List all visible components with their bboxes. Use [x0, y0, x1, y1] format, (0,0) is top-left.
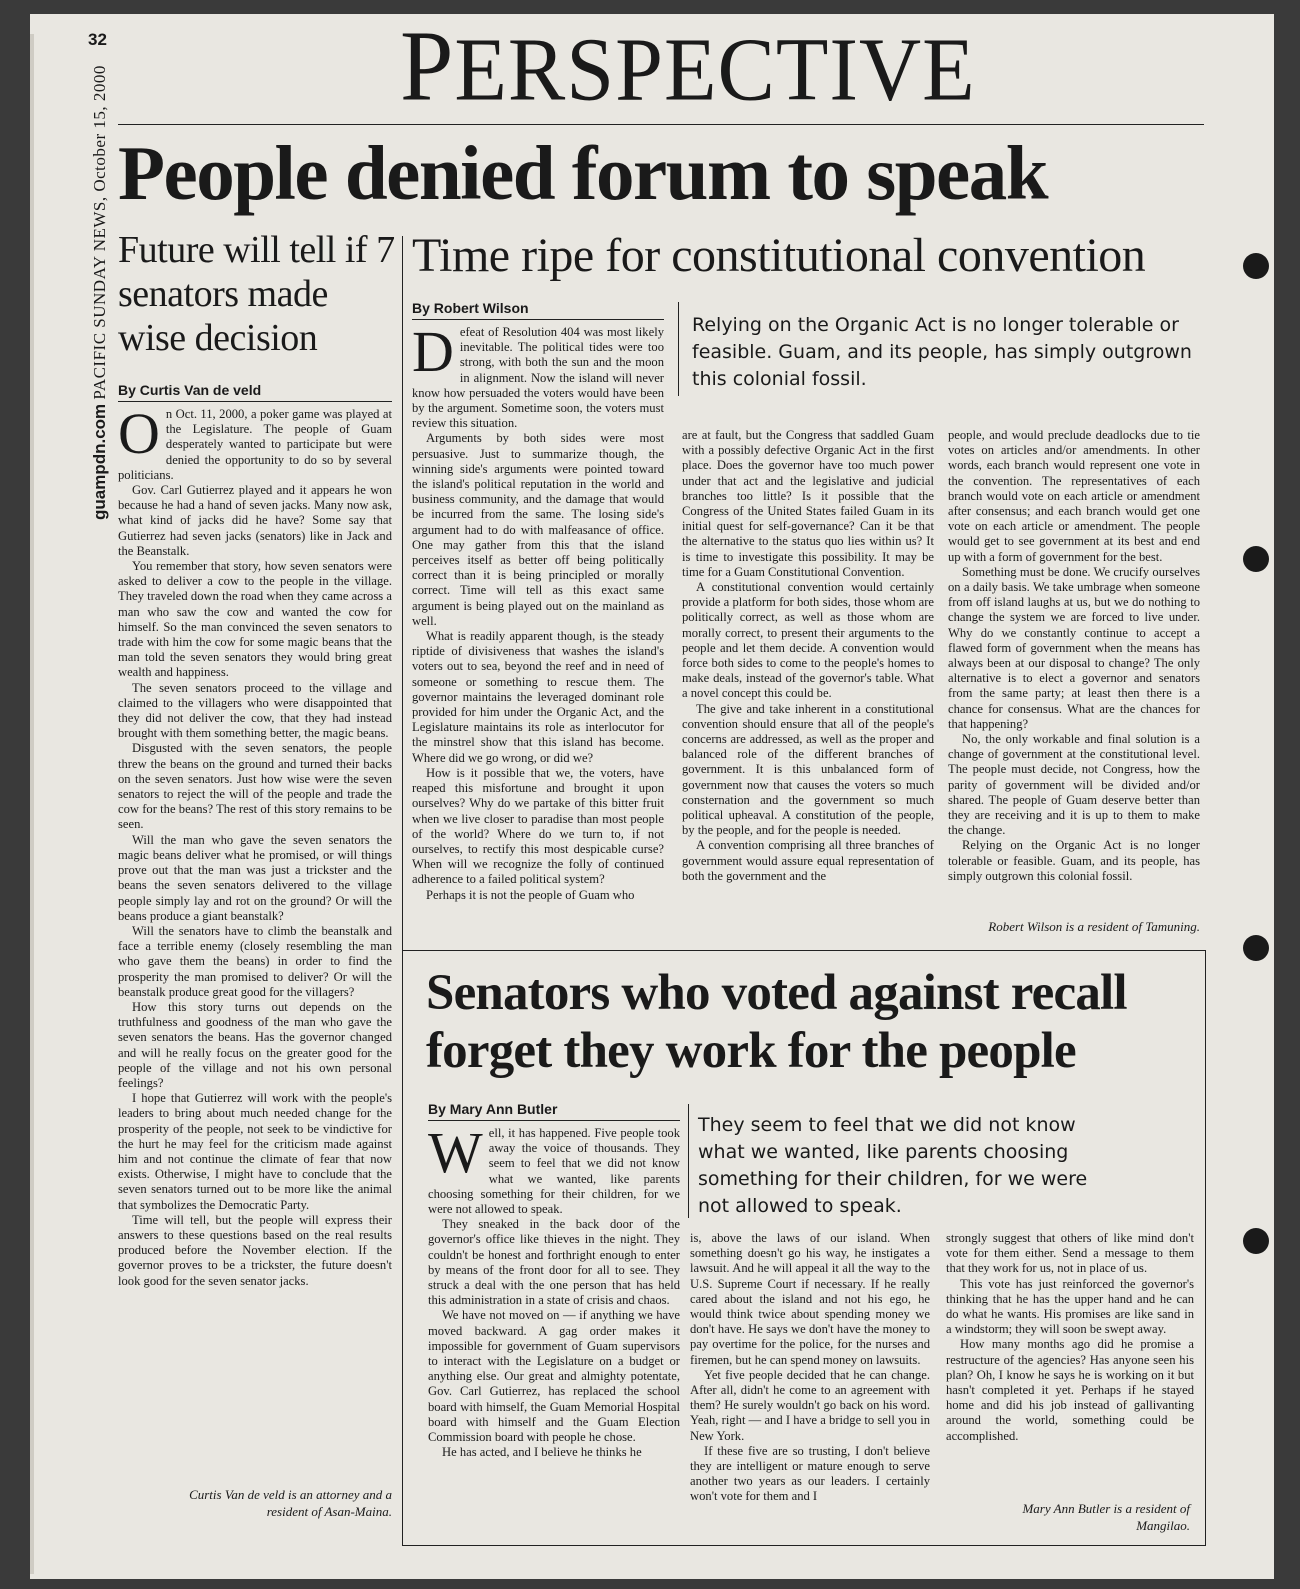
- pullquote-rule: [688, 1104, 689, 1218]
- left-byline: By Curtis Van de veld: [118, 382, 262, 398]
- wilson-headline: Time ripe for constitutional convention: [412, 229, 1146, 282]
- paragraph: Gov. Carl Gutierrez played and it appears he won because he had a hand of seven jacks. Many now ask, what kind of jacks did he have? Some say that Gutierrez had seven jacks (senators) like in Jack and the Beanstalk.: [118, 483, 392, 558]
- butler-column-3: [946, 1231, 1194, 1493]
- left-article-body: [118, 407, 392, 1479]
- wilson-column-1: [412, 325, 664, 935]
- side-strip: [90, 60, 110, 520]
- paragraph: are at fault, but the Congress that saddled Guam with a possibly defective Organic Act in the first place. Does the governor have too much power under that act and the legislative and judicial branches too little? Is it possible that the Congress of the United States failed Guam in its initial quest for self-governance? Can it be that the alternative to the status quo lies within us? It is time to investigate this possibility. It may be time for a Guam Constitutional Convention.: [682, 428, 934, 579]
- paragraph: n Oct. 11, 2000, a poker game was played at the Legislature. The people of Guam desperately wanted to participate but were denied the opportunity to do so by several politicians.: [118, 407, 392, 482]
- header-rule: [118, 124, 1204, 125]
- paragraph: Relying on the Organic Act is no longer tolerable or feasible. Guam, and its people, has simply outgrown this colonial fossil.: [948, 838, 1200, 883]
- paragraph: strongly suggest that others of like mind don't vote for them either. Send a message to them that they work for us, not in place of us.: [946, 1231, 1194, 1276]
- page-number: 32: [88, 30, 107, 49]
- main-headline: People denied forum to speak: [118, 130, 1048, 216]
- paragraph: Something must be done. We crucify ourselves on a daily basis. We take umbrage when someone from off island laughs at us, but we do nothing to change the system we are forced to live under. Why do we constantly continue to accept a flawed form of government when the means has always been at our disposal to change? The only alternative is to elect a governor and senators from the same party; at least then there is a chance for consensus. What are the chances for that happening?: [948, 564, 1200, 731]
- butler-byline: By Mary Ann Butler: [428, 1101, 558, 1117]
- paragraph: How this story turns out depends on the truthfulness and goodness of the man who gave the seven senators the beans. Has the governor changed and will he really focus on the greater good for the people of the village and not his own personal feelings?: [118, 999, 392, 1090]
- butler-column-1: [428, 1126, 680, 1528]
- section-title: PERSPECTIVE: [400, 9, 976, 122]
- wilson-byline: By Robert Wilson: [412, 300, 529, 316]
- paragraph: Will the senators have to climb the beanstalk and face a terrible enemy (closely resembling the man who gave them the beans) in order to find the prosperity the man promised to deliver? Or will the beanstalk produce great good for the villagers?: [118, 923, 392, 999]
- butler-headline: Senators who voted against recall forget they work for the people: [426, 965, 1127, 1079]
- paragraph: They sneaked in the back door of the governor's office like thieves in the night. They couldn't be honest and forthright enough to enter by means of the front door for all to see. They struck a deal with the one person that has held this administration in a state of crisis and chaos.: [428, 1217, 680, 1308]
- paragraph: Time will tell, but the people will express their answers to these questions based on the real results produced before the November election. If the governor proves to be a trickster, the future doesn't look good for the seven senator jacks.: [118, 1212, 392, 1288]
- paragraph: If these five are so trusting, I don't believe they are intelligent or mature enough to serve another two years as our leaders. I certainly won't vote for them and I: [690, 1443, 930, 1504]
- wilson-author-credit: Robert Wilson is a resident of Tamuning.: [988, 919, 1200, 934]
- butler-pullquote: They seem to feel that we did not know what we wanted, like parents choosing something for their children, for we were not allowed to speak.: [698, 1114, 1088, 1217]
- binder-hole: [1243, 253, 1269, 279]
- page-edge: [30, 34, 34, 1574]
- wilson-column-3: [948, 428, 1200, 908]
- butler-author-credit: Mary Ann Butler is a resident of Mangilao.: [1022, 1501, 1190, 1533]
- binder-hole: [1243, 935, 1269, 961]
- paragraph: A constitutional convention would certainly provide a platform for both sides, those whom are politically correct, as well as those whom are morally correct, to present their arguments to the people and let them decide. A convention would force both sides to come to the people's homes to make deals, instead of the governor's table. What a novel concept this could be.: [682, 580, 934, 701]
- paragraph: I hope that Gutierrez will work with the people's leaders to bring about much needed change for the prosperity of the people, not seek to be vindictive for the hurt he may feel for the criticism made against him and not continue the climate of fear that now exists. Otherwise, I might have to conclude that the seven senators turned out to be more like the animal that symbolizes the Democratic Party.: [118, 1091, 392, 1212]
- dropcap: O: [118, 407, 160, 466]
- paragraph: What is readily apparent though, is the steady riptide of divisiveness that washes the island's voters out to sea, beyond the reef and in need of someone or something to rescue them. The governor maintains the leveraged dominant role provided for him under the Organic Act, and the Legislature maintains its role as interlocutor for the minstrel show that this island has become. Where did we go wrong, or did we?: [412, 629, 664, 765]
- left-headline: Future will tell if 7 senators made wise decision: [118, 229, 395, 359]
- binder-hole: [1243, 546, 1269, 572]
- pullquote-rule: [678, 302, 679, 396]
- paragraph: Perhaps it is not the people of Guam who: [426, 887, 635, 902]
- byline-rule: [118, 401, 392, 402]
- paragraph: people, and would preclude deadlocks due to tie votes on articles and/or amendments. In other words, each branch would represent one vote in the convention. The representatives of each branch would vote on each article or amendment after consensus; and each branch would get one vote on each article or amendment. The people would get to see government at its best and end up with a form of government for the best.: [948, 428, 1200, 564]
- butler-column-2: [690, 1231, 930, 1528]
- paragraph: Will the man who gave the seven senators the magic beans deliver what he promised, or will things prove out that the man was just a trickster and the beans the seven senators delivered to the village people simply lay and rot on the ground? Or will the beans produce a giant beanstalk?: [118, 832, 392, 923]
- left-author-credit: Curtis Van de veld is an attorney and a resident of Asan-Maina.: [189, 1487, 392, 1519]
- byline-rule: [428, 1120, 680, 1121]
- paragraph: A convention comprising all three branches of government would assure equal representation of both the government and the: [682, 838, 934, 883]
- byline-rule: [412, 319, 664, 320]
- paragraph: ell, it has happened. Five people took away the voice of thousands. They seem to feel that we did not know what we wanted, like parents choosing something for their children, for we were not allowed to speak.: [428, 1126, 680, 1217]
- paragraph: Disgusted with the seven senators, the people threw the beans on the ground and turned their backs on the seven senators. Just how wise were the seven senators to reject the will of the people and trade the cow for the beans? The rest of this story remains to be seen.: [118, 741, 392, 832]
- paragraph: is, above the laws of our island. When something doesn't go his way, he instigates a lawsuit. And he will appeal it all the way to the U.S. Supreme Court if necessary. If he really cared about the island and not his ego, he would think twice about spending money we don't have. He says we don't have the money to pay overtime for the police, for the nurses and firemen, but he can spend money on lawsuits.: [690, 1231, 930, 1367]
- paragraph: This vote has just reinforced the governor's thinking that he has the upper hand and he can do what he wants. His promises are like sand in a windstorm; they will soon be swept away.: [946, 1276, 1194, 1337]
- paragraph: The seven senators proceed to the village and claimed to the villagers who were disappointed that they did not deliver the cow, that they had instead brought with them something better, the magic beans.: [118, 680, 392, 741]
- dropcap: D: [412, 325, 454, 384]
- paragraph: We have not moved on — if anything we have moved backward. A gag order makes it impossible for government of Guam supervisors to interact with the Legislature on a budget or anything else. Our great and almighty potentate, Gov. Carl Gutierrez, has replaced the school board with himself, the Guam Memorial Hospital board with himself and the Guam Election Commission board with people he chose.: [428, 1308, 680, 1445]
- wilson-pullquote: Relying on the Organic Act is no longer tolerable or feasible. Guam, and its people, has simply outgrown this colonial fossil.: [692, 314, 1192, 390]
- paragraph: The give and take inherent in a constitutional convention should ensure that all of the people's concerns are addressed, as well as the proper and balanced role of the different branches of government. It is this unbalanced form of government now that causes the voters so much consternation and the government so much political upheaval. A constitution of the people, by the people, and for the people is needed.: [682, 701, 934, 838]
- paragraph: Arguments by both sides were most persuasive. Just to summarize though, the winning side's arguments were pointed toward the island's political reputation in the world and business community, and the damage that would be incurred from the same. The losing side's argument had to do with malfeasance of office. One may gather from this that the island perceives itself as better off being politically correct than it is being principled or morally correct. Time will tell as this exact same argument is being played out on the mainland as well.: [412, 431, 664, 628]
- paragraph: He has acted, and I believe he thinks he: [442, 1445, 642, 1460]
- paragraph: How many months ago did he promise a restructure of the agencies? Has anyone seen his plan? Oh, I know he says he is working on it but hasn't completed it yet. Perhaps if he stayed home and did his job instead of gallivanting around the world, something could be accomplished.: [946, 1337, 1194, 1443]
- dropcap: W: [428, 1126, 483, 1185]
- paragraph: Yet five people decided that he can change. After all, didn't he come to an agreement with them? He surely wouldn't go back on his word. Yeah, right — and I have a bridge to sell you in New York.: [690, 1367, 930, 1443]
- publication-dateline: PACIFIC SUNDAY NEWS, October 15, 2000: [90, 65, 109, 400]
- paragraph: You remember that story, how seven senators were asked to deliver a cow to the people in the village. They traveled down the road when they came across a man who saw the cow and wanted the cow for himself. So the man convinced the seven senators to trade with him the cow for some magic beans that the man told the seven senators they would bring great wealth and happiness.: [118, 559, 392, 680]
- website: guampdn.com: [90, 403, 109, 520]
- binder-hole: [1243, 1228, 1269, 1254]
- paragraph: How is it possible that we, the voters, have reaped this misfortune and brought it upon ourselves? Why do we partake of this bitter fruit when we live closer to paradise than most people of the world? Where do we turn to, if not ourselves, to rectify this most despicable curse? When will we recognize the folly of continued adherence to a failed political system?: [412, 765, 664, 887]
- paragraph: No, the only workable and final solution is a change of government at the constitutional level. The people must decide, not Congress, how the parity of government will be divided and/or shared. The people of Guam deserve better than they are receiving and it is up to them to make the change.: [948, 732, 1200, 838]
- paragraph: efeat of Resolution 404 was most likely inevitable. The political tides were too strong, with both the sun and the moon in alignment. Now the island will never know how persuaded the voters would have been by the argument. Sometime soon, the voters must review this situation.: [412, 325, 664, 431]
- wilson-column-2: [682, 428, 934, 935]
